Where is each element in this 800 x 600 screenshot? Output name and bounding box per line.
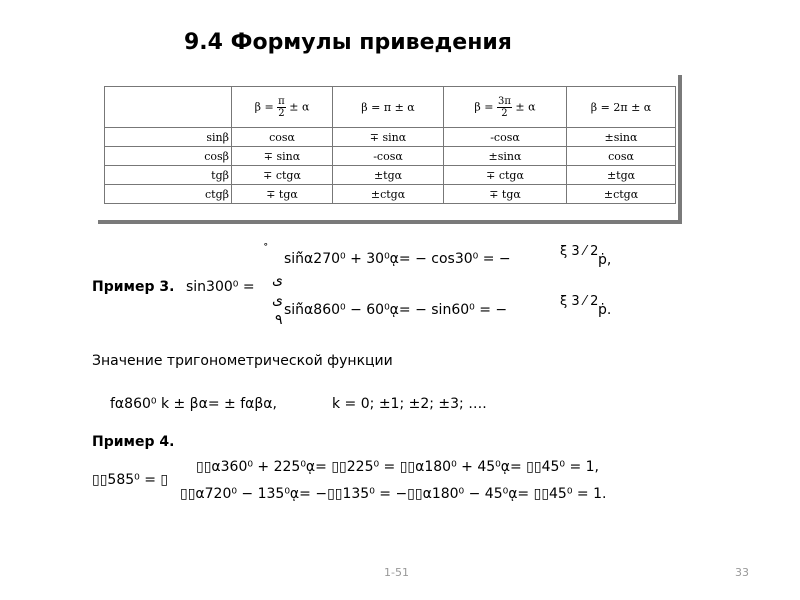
brace-mid: ی bbox=[272, 272, 283, 288]
reduction-table bbox=[104, 86, 676, 204]
example3-line1: sin᷉α270⁰ + 30⁰ᾳ= − cos30⁰ = − bbox=[284, 251, 511, 267]
table-cell: ±sinα bbox=[444, 147, 567, 166]
table-cell: cosα bbox=[567, 147, 676, 166]
periodic-k-values: k = 0; ±1; ±2; ±3; …. bbox=[332, 396, 487, 412]
example3-lhs: sin300⁰ = bbox=[186, 279, 255, 295]
table-cell: ∓ ctgα bbox=[444, 166, 567, 185]
footer-slide-range: 1-51 bbox=[384, 566, 409, 579]
example4-lhs: ▯▯585⁰ = ▯ bbox=[92, 472, 169, 488]
table-cell: ±ctgα bbox=[333, 185, 444, 204]
example3-line1-sqrt-fraction: ξ 3 ⁄ 2 bbox=[560, 244, 599, 259]
header-2pi: β = 2π ± α bbox=[567, 87, 676, 128]
table-row bbox=[105, 147, 676, 166]
table-row bbox=[105, 185, 676, 204]
table-cell: ∓ sinα bbox=[333, 128, 444, 147]
header-empty bbox=[105, 87, 232, 128]
brace-mid-2: ی bbox=[272, 292, 283, 308]
example4-label: Пример 4. bbox=[92, 434, 175, 450]
example4-line1: ▯▯α360⁰ + 225⁰ᾳ= ▯▯225⁰ = ▯▯α180⁰ + 45⁰ᾳ= ▯▯45⁰ = 1, bbox=[196, 459, 599, 475]
page-title: 9.4 Формулы приведения bbox=[184, 30, 512, 55]
table-cell: ±tgα bbox=[333, 166, 444, 185]
value-text: Значение тригонометрической функции bbox=[92, 353, 393, 369]
table-cell: ∓ sinα bbox=[232, 147, 333, 166]
row-function: ctgβ bbox=[105, 185, 232, 204]
header-pi-half: β = $\frac{\pi}{2}$ ± α bbox=[232, 87, 333, 128]
header-pi: β = π ± α bbox=[333, 87, 444, 128]
table-cell: -cosα bbox=[333, 147, 444, 166]
table-header-row bbox=[105, 87, 676, 128]
table-row bbox=[105, 128, 676, 147]
example3-line1-tail: ṗ, bbox=[598, 252, 612, 268]
table-cell: cosα bbox=[232, 128, 333, 147]
example3-label: Пример 3. bbox=[92, 279, 175, 295]
footer-page-number: 33 bbox=[735, 566, 749, 579]
example4-line2: ▯▯α720⁰ − 135⁰ᾳ= −▯▯135⁰ = −▯▯α180⁰ − 45⁰ᾳ= ▯▯45⁰ = 1. bbox=[180, 486, 607, 502]
brace-top: ˚ bbox=[263, 242, 269, 255]
table-cell: ∓ ctgα bbox=[232, 166, 333, 185]
table-cell: ±sinα bbox=[567, 128, 676, 147]
example3-line2-sqrt-fraction: ξ 3 ⁄ 2 bbox=[560, 294, 599, 309]
example3-line2: sin᷉α860⁰ − 60⁰ᾳ= − sin60⁰ = − bbox=[284, 302, 508, 318]
example3-line2-tail: ṗ. bbox=[598, 302, 612, 318]
table-row bbox=[105, 166, 676, 185]
table-cell: ∓ tgα bbox=[444, 185, 567, 204]
table-cell: ∓ tgα bbox=[232, 185, 333, 204]
table-cell: -cosα bbox=[444, 128, 567, 147]
row-function: tgβ bbox=[105, 166, 232, 185]
header-3pi-half: β = $\frac{3\pi}{2}$ ± α bbox=[444, 87, 567, 128]
brace-bottom: ۹ bbox=[275, 312, 283, 328]
periodic-formula: fα860⁰ k ± βα= ± fαβα, bbox=[110, 396, 277, 412]
table-cell: ±tgα bbox=[567, 166, 676, 185]
row-function: cosβ bbox=[105, 147, 232, 166]
table-cell: ±ctgα bbox=[567, 185, 676, 204]
row-function: sinβ bbox=[105, 128, 232, 147]
